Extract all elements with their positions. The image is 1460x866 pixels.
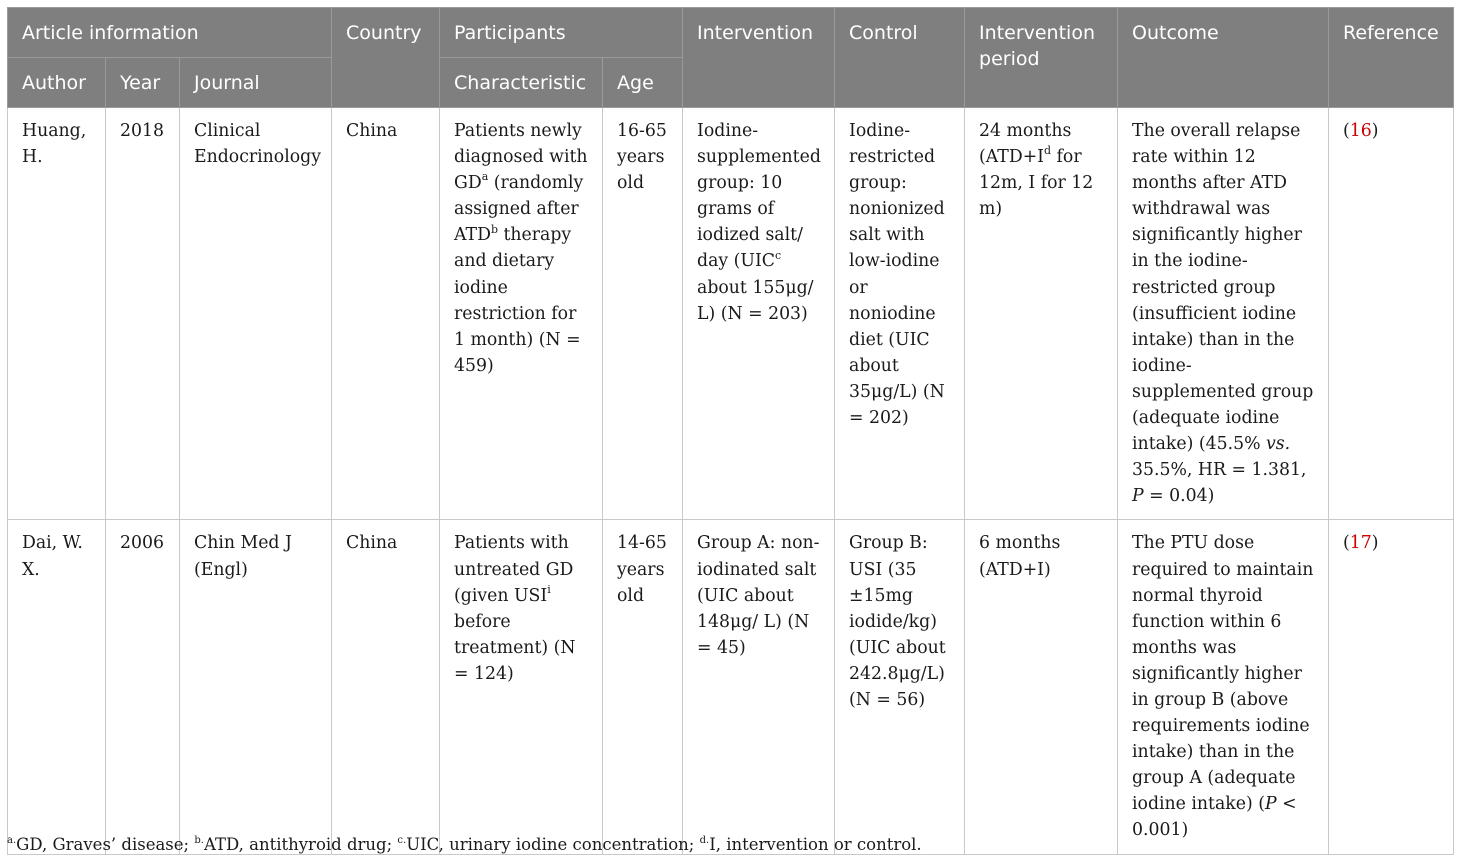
footnote-marker: d xyxy=(1044,144,1052,158)
cell-author: Dai, W. X. xyxy=(8,520,106,855)
footnote-mark-a: a. xyxy=(7,834,17,846)
table-row xyxy=(8,108,1454,520)
header-row-1 xyxy=(8,8,1454,58)
footnote-marker: a xyxy=(481,170,489,184)
table-row xyxy=(8,520,1454,855)
text: before treatment) (N = 124) xyxy=(454,611,576,684)
cell-journal: Chin Med J (Engl) xyxy=(180,520,332,855)
cell-outcome xyxy=(1118,108,1329,520)
text: 6 months (ATD+I) xyxy=(979,533,1061,580)
footnote-marker: c xyxy=(775,248,782,262)
cell-reference: (17) xyxy=(1329,520,1454,855)
header-outcome: Outcome xyxy=(1118,8,1329,108)
footnote-text-a: GD, Graves’ disease; xyxy=(16,835,195,854)
cell-age: 16-65 years old xyxy=(603,108,683,520)
text: Iodine-supplemented group: 10 grams of iodized salt/ day (UIC xyxy=(697,121,821,272)
header-age: Age xyxy=(603,58,683,108)
cell-intervention xyxy=(683,108,835,520)
study-table xyxy=(7,7,1454,855)
text: therapy and dietary iodine restriction for 1 month) (N = 459) xyxy=(454,225,581,376)
text: about 155μg/ L) (N = 203) xyxy=(697,277,814,324)
footnote-mark-d: d. xyxy=(699,834,710,846)
text: The overall relapse rate within 12 months after ATD withdrawal was significantly higher in the iodine-restricted group (insufficient iodine intake) than in the iodine-supplemented group (adequate iodine intake) (45.5% xyxy=(1132,121,1314,455)
header-reference: Reference xyxy=(1329,8,1454,108)
cell-country: China xyxy=(332,520,440,855)
text: Patients newly diagnosed with GD xyxy=(454,121,588,194)
cell-outcome xyxy=(1118,520,1329,855)
text: The PTU dose required to maintain normal thyroid function within 6 months was significantly higher in group B (above requirements iodine intake) than in the group A (adequate iodine intake) ( xyxy=(1132,533,1314,815)
cell-control: Iodine-restricted group: nonionized salt with low-iodine or noniodine diet (UIC about 35μg/L) (N = 202) xyxy=(835,108,965,520)
cell-intervention xyxy=(683,520,835,855)
header-author: Author xyxy=(8,58,106,108)
footnote-text-b: ATD, antithyroid drug; xyxy=(203,835,398,854)
header-year: Year xyxy=(106,58,180,108)
study-table-container xyxy=(7,7,1453,855)
text: 24 months (ATD+I xyxy=(979,121,1072,168)
footnote-mark-b: b. xyxy=(194,834,204,846)
cell-characteristic xyxy=(440,108,603,520)
reference-link[interactable]: 16 xyxy=(1349,121,1372,141)
table-header xyxy=(8,8,1454,108)
cell-country: China xyxy=(332,108,440,520)
text: for 12m, I for 12 m) xyxy=(979,147,1094,220)
cell-journal: Clinical Endocrinology xyxy=(180,108,332,520)
cell-year: 2018 xyxy=(106,108,180,520)
cell-intervention-period xyxy=(965,520,1118,855)
text: < 0.001) xyxy=(1132,794,1297,841)
cell-reference: (16) xyxy=(1329,108,1454,520)
header-control: Control xyxy=(835,8,965,108)
footnote-mark-c: c. xyxy=(397,834,407,846)
footnote-marker: i xyxy=(547,582,551,596)
table-footnote xyxy=(7,835,922,854)
header-country: Country xyxy=(332,8,440,108)
footnote-marker: b xyxy=(490,222,498,236)
italic-text: vs. xyxy=(1266,434,1291,455)
italic-text: P xyxy=(1132,486,1144,507)
cell-year: 2006 xyxy=(106,520,180,855)
text: = 0.04) xyxy=(1143,486,1215,507)
header-journal: Journal xyxy=(180,58,332,108)
text: 35.5%, HR = 1.381, xyxy=(1132,460,1307,481)
cell-intervention-period xyxy=(965,108,1118,520)
text: (randomly assigned after ATD xyxy=(454,173,584,246)
cell-age: 14-65 years old xyxy=(603,520,683,855)
cell-characteristic xyxy=(440,520,603,855)
reference-link[interactable]: 17 xyxy=(1349,533,1372,554)
header-article-information: Article information xyxy=(8,8,332,58)
italic-text: P xyxy=(1264,794,1277,815)
text: Patients with untreated GD (given USI xyxy=(454,533,574,606)
cell-control: Group B: USI (35 ±15mg iodide/kg) (UIC about 242.8μg/L) (N = 56) xyxy=(835,520,965,855)
header-characteristic: Characteristic xyxy=(440,58,603,108)
footnote-text-d: I, intervention or control. xyxy=(709,835,922,854)
header-intervention-period: Intervention period xyxy=(965,8,1118,108)
footnote-text-c: UIC, urinary iodine concentration; xyxy=(406,835,700,854)
text: Group A: non-iodinated salt (UIC about 148μg/ L) (N = 45) xyxy=(697,533,820,658)
header-intervention: Intervention xyxy=(683,8,835,108)
header-participants: Participants xyxy=(440,8,683,58)
cell-author: Huang, H. xyxy=(8,108,106,520)
